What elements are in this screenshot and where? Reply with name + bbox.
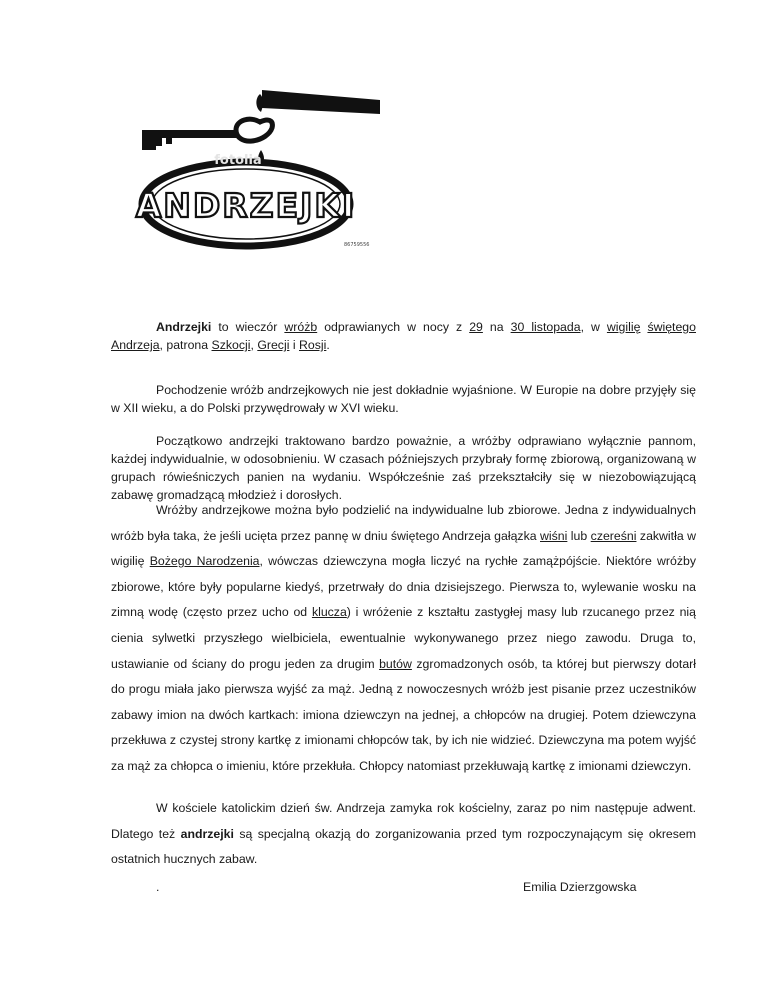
paragraph-history: Początkowo andrzejki traktowano bardzo poważnie, a wróżby odprawiano wyłącznie pannom, każdej indywidualnie, w odosobnieniu. W czasach późniejszych przybrały formę zbiorową, organizowaną w grupach rówieśniczych panien na wydaniu. Współcześnie zaś przekształciły się w niezobowiązującą zabawę gromadzącą młodzież i dorosłych. (111, 434, 696, 503)
paragraph-fortunes: Wróżby andrzejkowe można było podzielić na indywidualne lub zbiorowe. Jedna z indywidualnych wróżb była taka, że jeśli ucięta przez pannę w dniu świętego Andrzeja gałązka wiśni lub czereśni zakwitła w wigilię Bożego Narodzenia, wówczas dziewczyna mogła liczyć na rychłe zamążpójście. Niektóre wróżby zbiorowe, które były popularne kiedyś, przetrwały do dnia dzisiejszego. Pierwsza to, wylewanie wosku na zimną wodę (często przez ucho od klucza) i wróżenie z kształtu zastygłej masy lub rzucanego przez nią cienia sylwetki przyszłego wielbiciela, ewentualnie wykonywanego przez niego zawodu. Druga to, ustawianie od ściany do progu jeden za drugim butów zgromadzonych osób, ta której but pierwszy dotarł do progu miała jako pierwsza wyjść za mąż. Jedną z nowoczesnych wróżb jest pisanie przez uczestników zabawy imion na dwóch kartkach: imiona dziewczyn na jednej, a chłopców na drugiej. Potem dziewczyna przekłuwa z czystej strony kartkę z imionami chłopców tak, by ich nie widzieć. Dziewczyna ma potem wyjść za mąż za chłopca o imieniu, które przekłuła. Chłopcy natomiast przekłuwają kartkę z imionami dziewczyn. (111, 503, 697, 773)
link-butow[interactable]: butów (379, 656, 412, 671)
link-swietego-andrzeja[interactable]: świętego Andrzeja (111, 320, 696, 352)
term-andrzejki-bold: andrzejki (180, 826, 234, 841)
paragraph-origin: Pochodzenie wróżb andrzejkowych nie jest dokładnie wyjaśnione. W Europie na dobre przyjęły się w XII wieku, a do Polski przywędrowały w XVI wieku. (111, 383, 696, 416)
link-czeresni[interactable]: czereśni (590, 528, 637, 543)
link-wigilie[interactable]: wigilię (606, 320, 641, 334)
link-wisni[interactable]: wiśni (540, 528, 568, 543)
signature-author: Emilia Dzierzgowska (523, 880, 637, 894)
logo-watermark: fotolia (214, 153, 262, 168)
logo-title: ANDRZEJKI (135, 186, 357, 225)
link-29[interactable]: 29 (469, 320, 483, 334)
link-grecji[interactable]: Grecji (257, 338, 290, 352)
link-30-listopada[interactable]: 30 listopada (510, 320, 581, 334)
link-rosji[interactable]: Rosji (299, 338, 327, 352)
paragraph-church: W kościele katolickim dzień św. Andrzeja zamyka rok kościelny, zaraz po nim następuje adwent. Dlatego też andrzejki są specjalną okazją do zorganizowania przed tym rozpoczynającym się okresem ostatnich hucznych zabaw. (111, 801, 697, 867)
term-andrzejki: Andrzejki (156, 320, 212, 334)
link-bozego-narodzenia[interactable]: Bożego Narodzenia (149, 554, 260, 569)
paragraph-intro: Andrzejki to wieczór wróżb odprawianych w nocy z 29 na 30 listopada, w wigilię świętego Andrzeja, patrona Szkocji, Grecji i Rosji. (111, 320, 696, 352)
signature-dot: . (156, 880, 160, 894)
link-szkocji[interactable]: Szkocji (211, 338, 251, 352)
link-wrozb[interactable]: wróżb (284, 320, 318, 334)
andrzejki-key-logo (112, 86, 398, 250)
link-klucza[interactable]: klucza (311, 605, 347, 620)
logo-code: 86759556 (344, 242, 370, 248)
